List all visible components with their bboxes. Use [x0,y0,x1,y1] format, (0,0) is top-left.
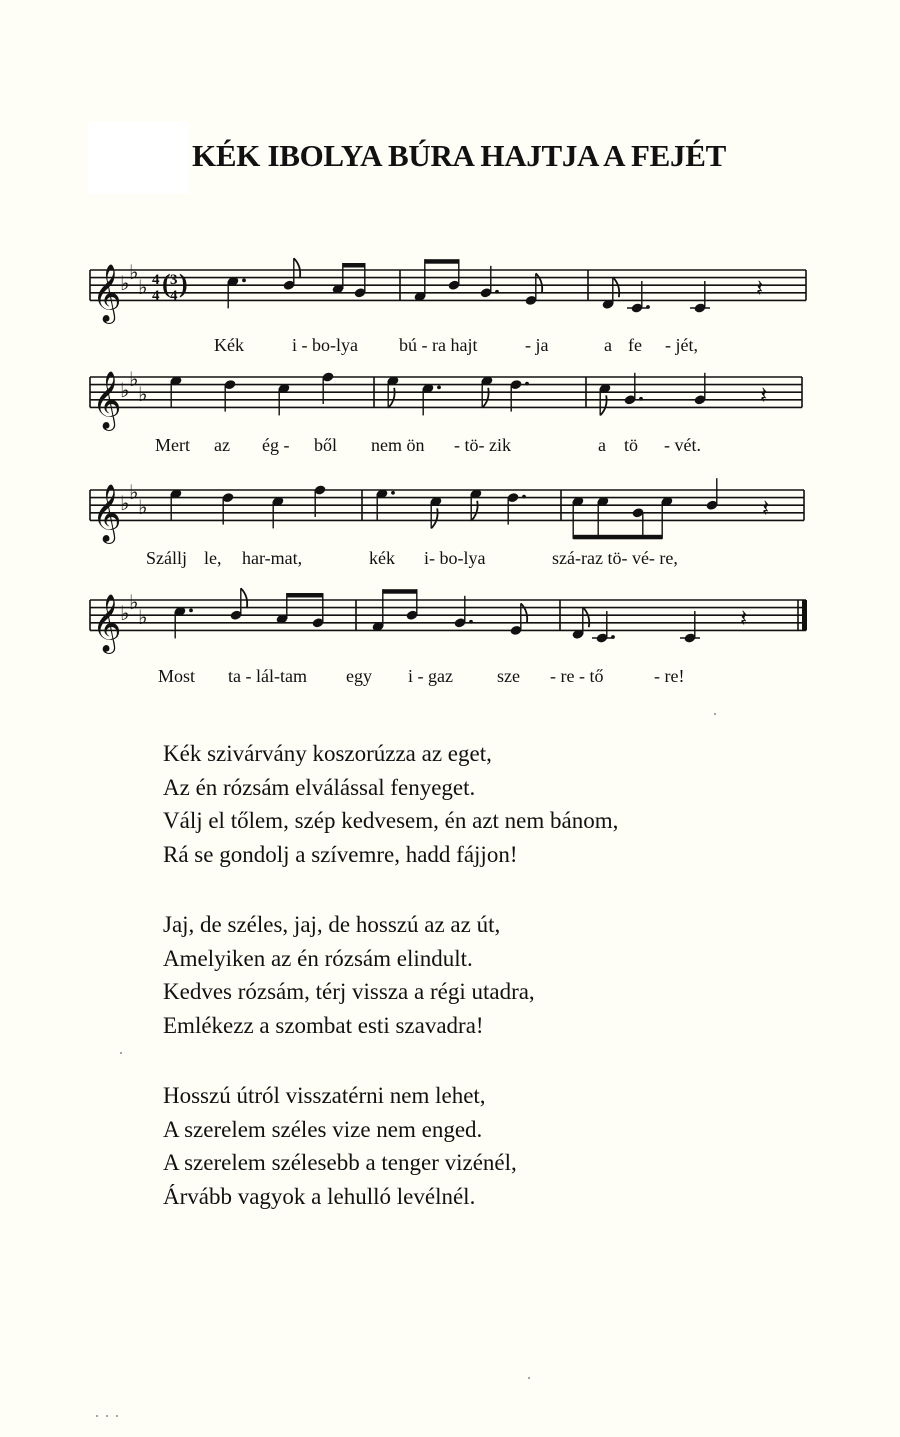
augmentation-dot [611,635,615,639]
augmentation-dot [495,290,499,294]
eighth-flag [471,501,477,521]
verse-line: A szerelem széles vize nem enged. [163,1116,483,1142]
lyric-syllable: - vét. [664,435,701,455]
alt-time-signature-denominator: 4 [170,288,178,304]
eighth-flag [536,273,542,293]
scan-speck [528,1377,530,1379]
lyric-syllable: tö [624,435,639,455]
augmentation-dot [639,397,643,401]
quarter-rest-icon: 𝄽 [740,603,748,632]
flat-sign-icon: ♭ [120,491,130,516]
augmentation-dot [469,620,473,624]
eighth-beam [383,589,417,594]
time-signature-numerator: 4 [152,272,160,288]
verse-line: A szerelem szélesebb a tenger vizénél, [163,1150,517,1175]
lyric-syllable: Most [158,666,196,686]
treble-clef-icon: 𝄞 [92,483,122,542]
alt-time-signature-numerator: 3 [170,272,178,288]
eighth-beam [425,259,459,264]
eighth-flag [482,388,488,408]
eighth-beam [573,535,662,540]
lyric-syllable: le, [204,548,222,568]
flat-sign-icon: ♭ [120,601,130,626]
augmentation-dot [525,382,529,386]
lyric-syllable: - tö- zik [454,435,511,455]
treble-clef-icon: 𝄞 [92,593,122,652]
verse-line: Jaj, de széles, jaj, de hosszú az az út, [163,912,501,937]
flat-sign-icon: ♭ [138,495,148,519]
alt-time-signature-paren: ) [179,269,188,298]
verse-line: Emlékezz a szombat esti szavadra! [163,1012,484,1038]
augmentation-dot [391,491,395,495]
lyrics-line-2 [0,435,900,459]
lyric-syllable: - re! [654,666,685,686]
lyrics-line-4 [0,666,900,690]
lyric-syllable: Szállj [146,548,187,568]
augmentation-dot [437,386,441,390]
scan-speck [120,1052,122,1054]
quarter-rest-icon: 𝄽 [756,273,764,302]
treble-clef-icon: 𝄞 [92,263,122,322]
lyric-syllable: ta - lál-tam [228,666,307,686]
lyrics-line-1 [0,335,900,359]
lyric-syllable: a [604,335,612,355]
verse-line: Kedves rózsám, térj vissza a régi utadra, [163,979,535,1004]
eighth-flag [583,607,589,627]
flat-sign-icon: ♭ [129,259,139,284]
quarter-rest-icon: 𝄽 [762,493,770,522]
flat-sign-icon: ♭ [129,366,139,391]
lyric-syllable: a [598,435,606,455]
augmentation-dot [646,305,650,309]
time-signature-denominator: 4 [152,288,160,304]
lyric-syllable: ből [314,435,338,455]
lyric-syllable: kék [369,548,395,568]
lyric-syllable: - re - tő [550,666,604,686]
stanza-2 [163,908,803,1042]
flat-sign-icon: ♭ [129,589,139,614]
lyric-syllable: i- bo-lya [424,548,486,568]
eighth-flag [294,258,300,278]
verse-line: Amelyiken az én rózsám elindult. [163,945,473,971]
treble-clef-icon: 𝄞 [92,370,122,429]
verse-line: Kék szivárvány koszorúzza az eget, [163,741,492,766]
eighth-beam [287,593,323,598]
flat-sign-icon: ♭ [120,271,130,296]
quarter-rest-icon: 𝄽 [760,380,768,409]
augmentation-dot [522,495,526,499]
scan-speck [714,713,716,715]
verse-line: Rá se gondolj a szívemre, hadd fájjon! [163,841,518,867]
lyrics-line-3 [0,548,900,572]
augmentation-dot [189,609,193,613]
flat-sign-icon: ♭ [120,378,130,403]
flat-sign-icon: ♭ [138,382,148,406]
lyric-syllable: egy [346,666,372,686]
flat-sign-icon: ♭ [129,479,139,504]
final-barline-thick [802,600,807,630]
lyric-syllable: szá-raz tö- vé- re, [552,548,678,568]
verse-text [163,737,803,1250]
eighth-flag [431,508,437,528]
alt-time-signature-paren: ( [162,269,171,298]
lyric-syllable: - jét, [665,335,698,355]
eighth-beam [343,263,365,268]
lyric-syllable: har-mat, [242,548,303,568]
verse-line: Az én rózsám elválással fenyeget. [163,774,476,800]
lyric-syllable: ég - [262,435,290,455]
stanza-3 [163,1079,803,1213]
flat-sign-icon: ♭ [138,275,148,299]
eighth-flag [241,588,247,608]
lyric-syllable: bú - ra hajt [399,335,478,355]
eighth-flag [521,603,527,623]
scan-speck [116,1415,118,1417]
lyric-syllable: fe [628,335,642,355]
augmentation-dot [242,279,246,283]
lyric-syllable: az [214,435,230,455]
scan-speck [96,1415,98,1417]
verse-line: Árvább vagyok a lehulló levélnél. [163,1183,476,1209]
lyric-syllable: i - bo-lya [292,335,358,355]
verse-line: Hosszú útról visszatérni nem lehet, [163,1083,486,1108]
eighth-flag [600,395,606,415]
stanza-1 [163,737,803,871]
song-title: KÉK IBOLYA BÚRA HAJTJA A FEJÉT [192,138,726,173]
lyric-syllable: Mert [155,435,190,455]
lyric-syllable: Kék [214,335,244,355]
lyric-syllable: - ja [525,335,549,355]
verse-line: Válj el tőlem, szép kedvesem, én azt nem bánom, [163,808,619,833]
lyric-syllable: sze [497,666,520,686]
lyric-syllable: i - gaz [408,666,453,686]
flat-sign-icon: ♭ [138,605,148,629]
lyric-syllable: nem ön [371,435,425,455]
eighth-flag [388,388,394,408]
eighth-flag [613,277,619,297]
scan-speck [106,1415,108,1417]
